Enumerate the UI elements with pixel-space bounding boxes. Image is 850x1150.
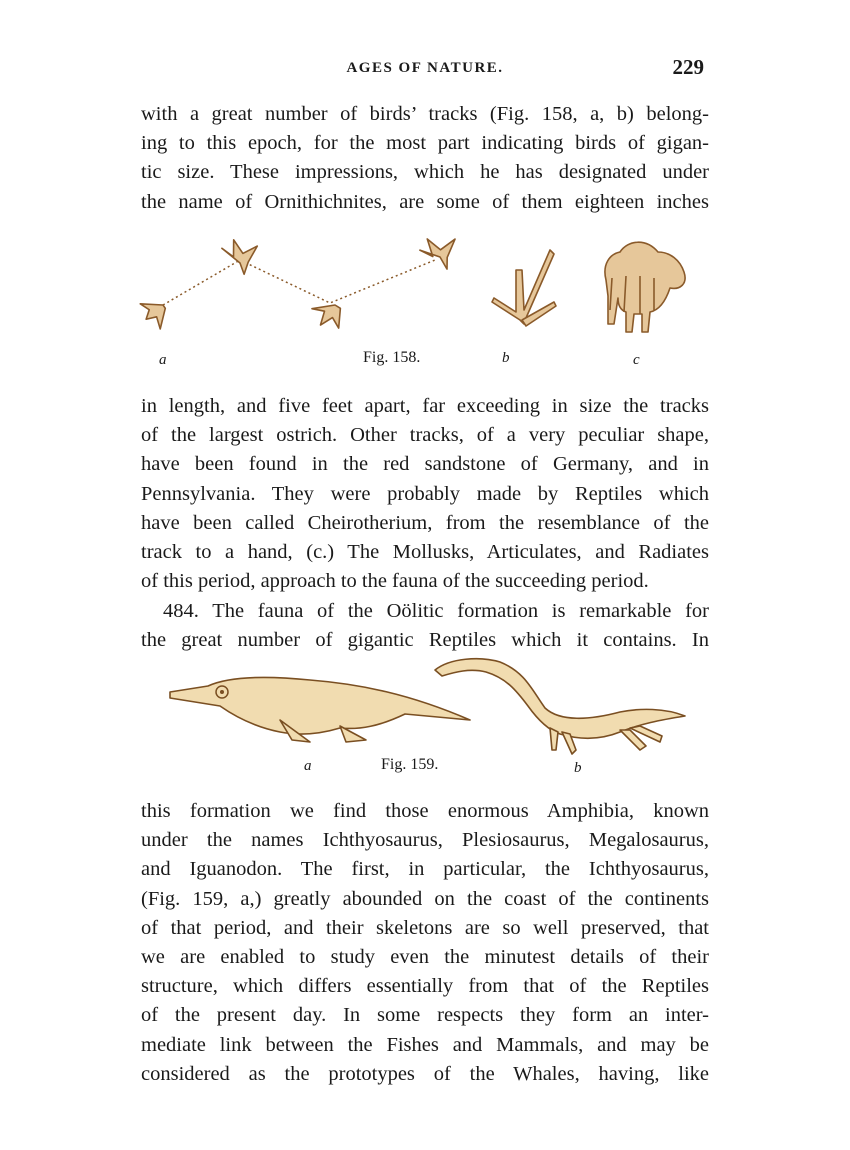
- paragraph-amphibia: [141, 797, 709, 1089]
- text-line: and Iguanodon. The first, in particular, the Ichthyosaurus,: [141, 858, 709, 881]
- text-line: we are enabled to study even the minutest details of their: [141, 945, 709, 968]
- page-number: 229: [672, 55, 704, 79]
- figure-158-caption: Fig. 158.: [363, 349, 421, 366]
- paragraph-birds-tracks: [141, 100, 709, 217]
- text-line: of that period, and their skeletons are so well preserved, that: [141, 916, 709, 939]
- text-line: of the present day. In some respects they form an inter-: [141, 1004, 709, 1027]
- bird-track-2: [221, 233, 265, 278]
- large-bird-track-b: [492, 250, 556, 326]
- figure-158-label-a: a: [159, 352, 167, 368]
- figure-158-label-c: c: [633, 352, 640, 368]
- text-line: the great number of gigantic Reptiles which it contains. In: [141, 629, 709, 652]
- trackway-dots: [163, 260, 435, 305]
- text-line: under the names Ichthyosaurus, Plesiosaurus, Megalosaurus,: [141, 829, 709, 852]
- figure-158-tracks-illustration: [135, 225, 705, 350]
- bird-track-3: [309, 295, 349, 336]
- paragraph-track-size: [141, 392, 709, 596]
- paragraph-oolitic-fauna: [141, 597, 709, 655]
- text-line: Pennsylvania. They were probably made by Reptiles which: [141, 482, 709, 505]
- text-line: of the largest ostrich. Other tracks, of a very peculiar shape,: [141, 424, 709, 447]
- text-line: of this period, approach to the fauna of the succeeding period.: [141, 570, 649, 593]
- ichthyosaurus-a: [170, 678, 470, 742]
- bird-track-4: [417, 227, 466, 276]
- text-line: 484. The fauna of the Oölitic formation is remarkable for: [163, 600, 709, 622]
- bird-track-1: [137, 294, 173, 333]
- text-line: structure, which differs essentially from that of the Reptiles: [141, 975, 709, 998]
- figure-158-label-b: b: [502, 350, 510, 366]
- figure-159-label-b: b: [574, 760, 582, 776]
- text-line: this formation we find those enormous Amphibia, known: [141, 800, 709, 822]
- text-line: mediate link between the Fishes and Mammals, and may be: [141, 1033, 709, 1056]
- figure-159-caption: Fig. 159.: [381, 756, 439, 773]
- text-line: tic size. These impressions, which he has designated under: [141, 161, 709, 184]
- text-line: track to a hand, (c.) The Mollusks, Articulates, and Radiates: [141, 540, 709, 563]
- plesiosaurus-b: [435, 659, 685, 754]
- text-line: have been found in the red sandstone of Germany, and in: [141, 453, 709, 476]
- text-line: ing to this epoch, for the most part indicating birds of gigan-: [141, 132, 709, 155]
- text-line: in length, and five feet apart, far exceeding in size the tracks: [141, 395, 709, 417]
- figure-159-reptiles-illustration: [160, 650, 700, 765]
- text-line: the name of Ornithichnites, are some of them eighteen inches: [141, 190, 709, 213]
- text-line: (Fig. 159, a,) greatly abounded on the coast of the continents: [141, 887, 709, 910]
- hand-track-c: [605, 242, 685, 332]
- text-line: have been called Cheirotherium, from the resemblance of the: [141, 511, 709, 534]
- running-header: AGES OF NATURE.: [346, 60, 504, 76]
- text-line: considered as the prototypes of the Whales, having, like: [141, 1062, 709, 1085]
- text-line: with a great number of birds’ tracks (Fig. 158, a, b) belong-: [141, 103, 709, 125]
- figure-159-label-a: a: [304, 758, 312, 774]
